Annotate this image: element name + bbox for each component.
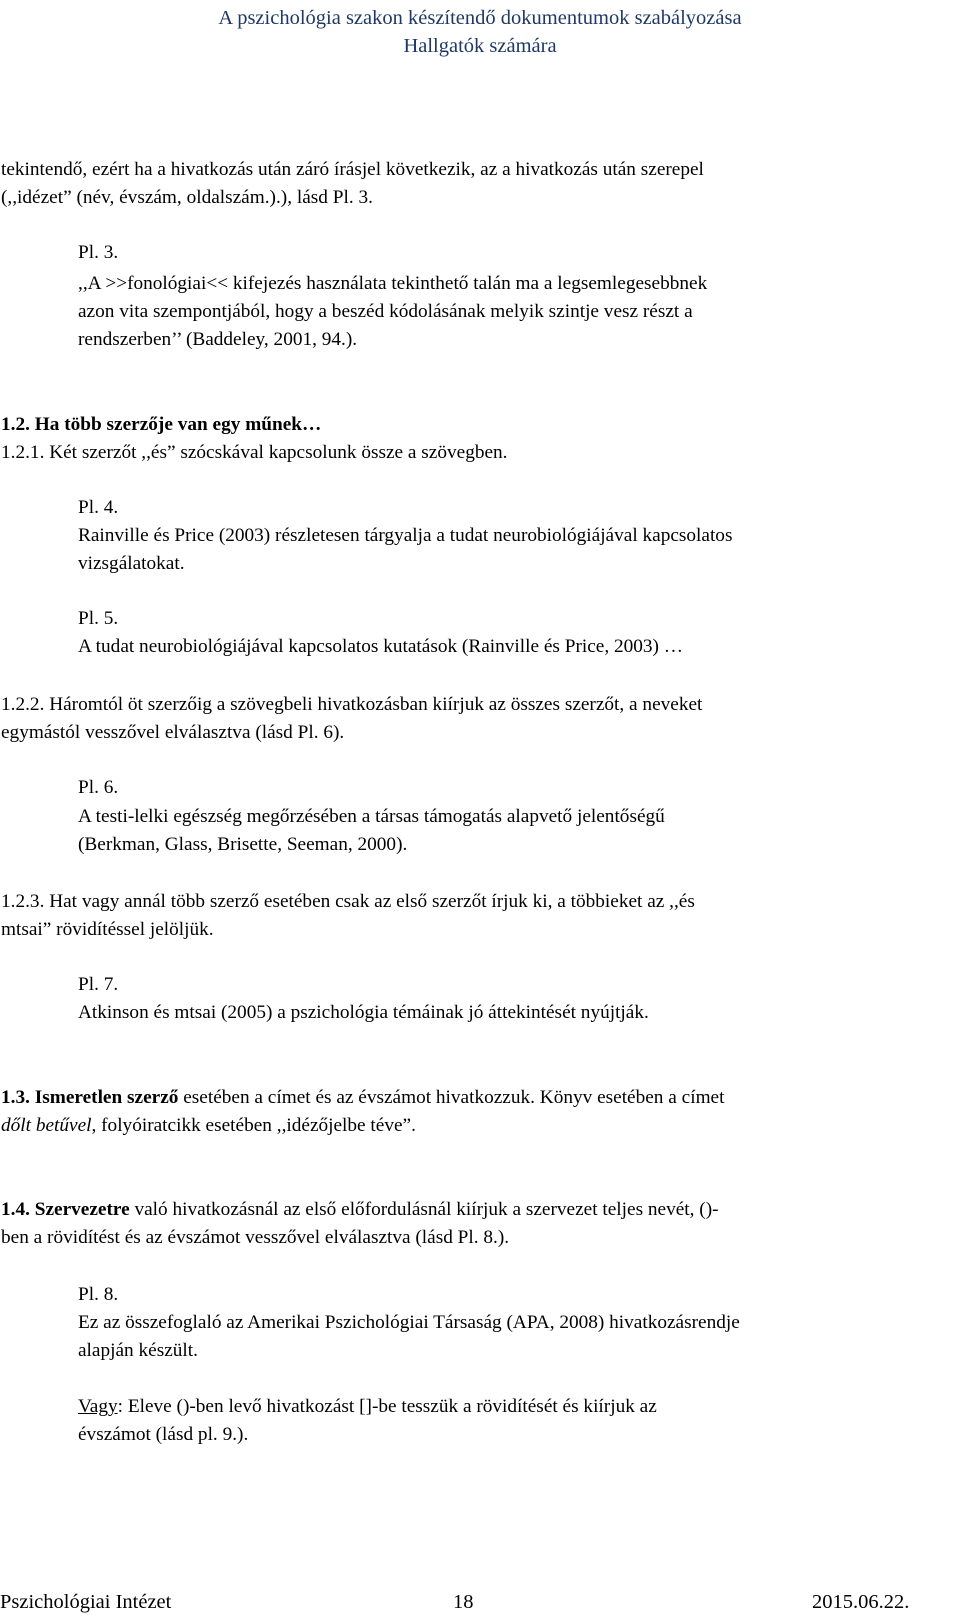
alternative-line: évszámot (lásd pl. 9.). [78, 1424, 249, 1445]
alternative-label: Vagy [78, 1396, 118, 1417]
paragraph-line: tekintendő, ezért ha a hivatkozás után záró írásjel következik, az a hivatkozás után szerepel [1, 159, 704, 180]
header-title: A pszichológia szakon készítendő dokumentumok szabályozása [218, 7, 742, 29]
footer-date: 2015.06.22. [812, 1591, 910, 1613]
example-label: Pl. 7. [78, 974, 119, 995]
subsection-text: 1.2.1. Két szerzőt ,,és” szócskával kapcsolunk össze a szövegben. [1, 442, 508, 463]
example-line: (Berkman, Glass, Brisette, Seeman, 2000). [78, 834, 408, 855]
example-line: alapján készült. [78, 1340, 198, 1361]
italic-phrase: dőlt betűvel [1, 1115, 92, 1136]
section-paragraph-line [1, 1084, 724, 1111]
example-label: Pl. 3. [78, 242, 119, 263]
example-line: A tudat neurobiológiájával kapcsolatos kutatások (Rainville és Price, 2003) … [78, 636, 684, 657]
example-label: Pl. 8. [78, 1284, 119, 1305]
example-label: Pl. 4. [78, 497, 119, 518]
alternative-line [78, 1393, 657, 1420]
paragraph-line: (,,idézet” (név, évszám, oldalszám.).), lásd Pl. 3. [1, 187, 373, 208]
example-line: A testi-lelki egészség megőrzésében a társas támogatás alapvető jelentőségű [78, 806, 665, 827]
example-quote-line: ,,A >>fonológiai<< kifejezés használata tekinthető talán ma a legsemlegesebbnek [78, 273, 708, 294]
example-line: Ez az összefoglaló az Amerikai Pszichológiai Társaság (APA, 2008) hivatkozásrendje [78, 1312, 740, 1333]
subsection-text: 1.2.3. Hat vagy annál több szerző esetében csak az első szerzőt írjuk ki, a többieket az ,,és [1, 891, 695, 912]
alternative-text: : Eleve ()-ben levő hivatkozást []-be tesszük a rövidítését és kiírjuk az [117, 1396, 657, 1417]
subsection-text: egymástól vesszővel elválasztva (lásd Pl. 6). [1, 722, 345, 743]
section-paragraph-line [1, 1196, 719, 1223]
footer-page-number: 18 [453, 1591, 474, 1613]
subsection-text: 1.2.2. Háromtól öt szerzőig a szövegbeli hivatkozásban kiírjuk az összes szerzőt, a neveket [1, 694, 703, 715]
example-quote-line: rendszerben’’ (Baddeley, 2001, 94.). [78, 329, 358, 350]
example-quote-line: azon vita szempontjából, hogy a beszéd kódolásának melyik szintje vesz részt a [78, 301, 693, 322]
section-keyword: Ismeretlen szerző [34, 1087, 179, 1108]
page-header [0, 4, 960, 60]
example-line: Atkinson és mtsai (2005) a pszichológia témáinak jó áttekintését nyújtják. [78, 1002, 649, 1023]
section-paragraph-line [1, 1112, 416, 1139]
section-number: 1.4. [1, 1199, 30, 1220]
section-text: esetében a címet és az évszámot hivatkozzuk. Könyv esetében a címet [178, 1087, 725, 1108]
section-keyword: Szervezetre [34, 1199, 130, 1220]
example-line: Rainville és Price (2003) részletesen tárgyalja a tudat neurobiológiájával kapcsolatos [78, 525, 733, 546]
subsection-text: mtsai” rövidítéssel jelöljük. [1, 919, 214, 940]
example-line: vizsgálatokat. [78, 553, 185, 574]
section-text: való hivatkozásnál az első előfordulásnál kiírjuk a szervezet teljes nevét, ()- [129, 1199, 719, 1220]
section-paragraph-line: ben a rövidítést és az évszámot vesszővel elválasztva (lásd Pl. 8.). [1, 1227, 510, 1248]
footer-institute: Pszichológiai Intézet [0, 1591, 172, 1613]
example-label: Pl. 5. [78, 608, 119, 629]
section-heading: 1.2. Ha több szerzője van egy műnek… [1, 414, 322, 435]
section-number: 1.3. [1, 1087, 30, 1108]
section-text: , folyóiratcikk esetében ,,idézőjelbe téve”. [91, 1115, 416, 1136]
header-subtitle: Hallgatók számára [403, 35, 557, 57]
example-label: Pl. 6. [78, 777, 119, 798]
